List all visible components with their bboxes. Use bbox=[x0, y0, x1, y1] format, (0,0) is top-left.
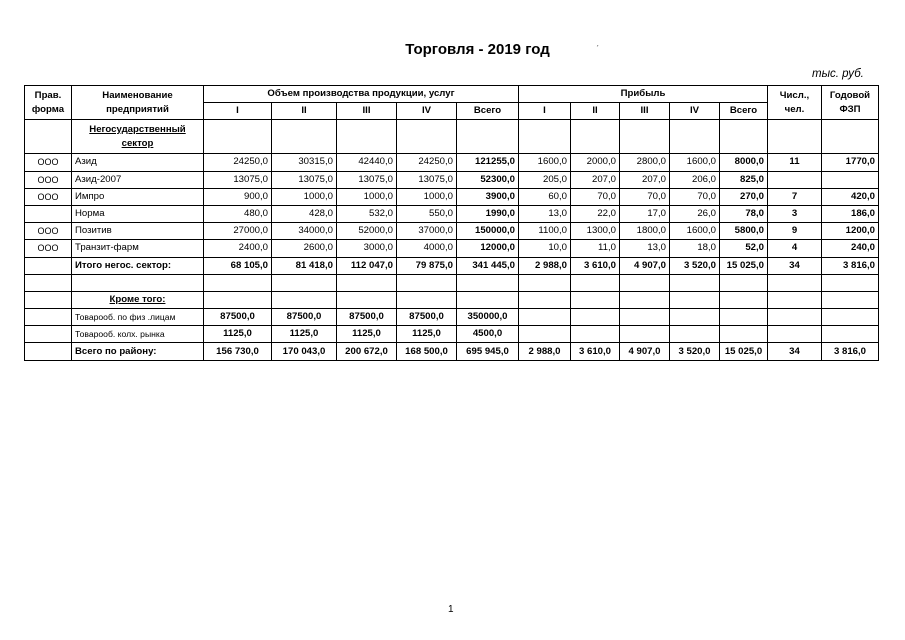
header-volume-total: Всего bbox=[457, 103, 519, 120]
header-profit-total: Всего bbox=[720, 103, 768, 120]
header-volume-q1: I bbox=[204, 103, 272, 120]
page-number: 1 bbox=[448, 604, 454, 615]
header-volume-q4: IV bbox=[397, 103, 457, 120]
section-private-label: Негосударственный сектор bbox=[72, 120, 204, 154]
table-row: ООО Позитив 27000,0 34000,0 52000,0 37000,0 150000,0 1100,0 1300,0 1800,0 1600,0 5800,0 9 1200,0 bbox=[25, 223, 879, 240]
table-row: ООО Транзит-фарм 2400,0 2600,0 3000,0 4000,0 12000,0 10,0 11,0 13,0 18,0 52,0 4 240,0 bbox=[25, 240, 879, 257]
header-profit-q1: I bbox=[519, 103, 571, 120]
table-row: Норма 480,0 428,0 532,0 550,0 1990,0 13,0 22,0 17,0 26,0 78,0 3 186,0 bbox=[25, 205, 879, 222]
header-volume-group: Объем производства продукции, услуг bbox=[204, 86, 519, 103]
header-row-1 bbox=[25, 86, 879, 103]
section-extra-row bbox=[25, 291, 879, 308]
empty-row bbox=[25, 274, 879, 291]
section-private-row bbox=[25, 120, 879, 154]
trade-table bbox=[24, 85, 879, 361]
header-name: Наименование предприятий bbox=[72, 86, 204, 120]
subtotal-row: Итого негос. сектор: 68 105,0 81 418,0 112 047,0 79 875,0 341 445,0 2 988,0 3 610,0 4 907,0 3 520,0 15 025,0 34 3 816,0 bbox=[25, 257, 879, 274]
grand-total-row: Всего по району: 156 730,0 170 043,0 200 672,0 168 500,0 695 945,0 2 988,0 3 610,0 4 907,0 3 520,0 15 025,0 34 3 816,0 bbox=[25, 343, 879, 360]
table-row: ООО Азид-2007 13075,0 13075,0 13075,0 13075,0 52300,0 205,0 207,0 207,0 206,0 825,0 bbox=[25, 171, 879, 188]
table-row: Товарооб. по физ .лицам 87500,0 87500,0 87500,0 87500,0 350000,0 bbox=[25, 309, 879, 326]
header-volume-q2: II bbox=[272, 103, 337, 120]
header-fzp: Годовой ФЗП bbox=[822, 86, 879, 120]
header-profit-q3: III bbox=[620, 103, 670, 120]
pen-mark: ˊ bbox=[596, 44, 599, 54]
table-row: Товарооб. колх. рынка 1125,0 1125,0 1125,0 1125,0 4500,0 bbox=[25, 326, 879, 343]
header-profit-q4: IV bbox=[670, 103, 720, 120]
table-row: ООО Импро 900,0 1000,0 1000,0 1000,0 3900,0 60,0 70,0 70,0 70,0 270,0 7 420,0 bbox=[25, 188, 879, 205]
header-volume-q3: III bbox=[337, 103, 397, 120]
units-label: тыс. руб. bbox=[812, 68, 864, 80]
page-title: Торговля - 2019 год bbox=[405, 41, 550, 58]
header-profit-group: Прибыль bbox=[519, 86, 768, 103]
header-profit-q2: II bbox=[571, 103, 620, 120]
header-form: Прав. форма bbox=[25, 86, 72, 120]
header-staff: Числ., чел. bbox=[768, 86, 822, 120]
table-row: ООО Азид 24250,0 30315,0 42440,0 24250,0 121255,0 1600,0 2000,0 2800,0 1600,0 8000,0 11 1770,0 bbox=[25, 154, 879, 171]
section-extra-label: Кроме того: bbox=[72, 291, 204, 308]
